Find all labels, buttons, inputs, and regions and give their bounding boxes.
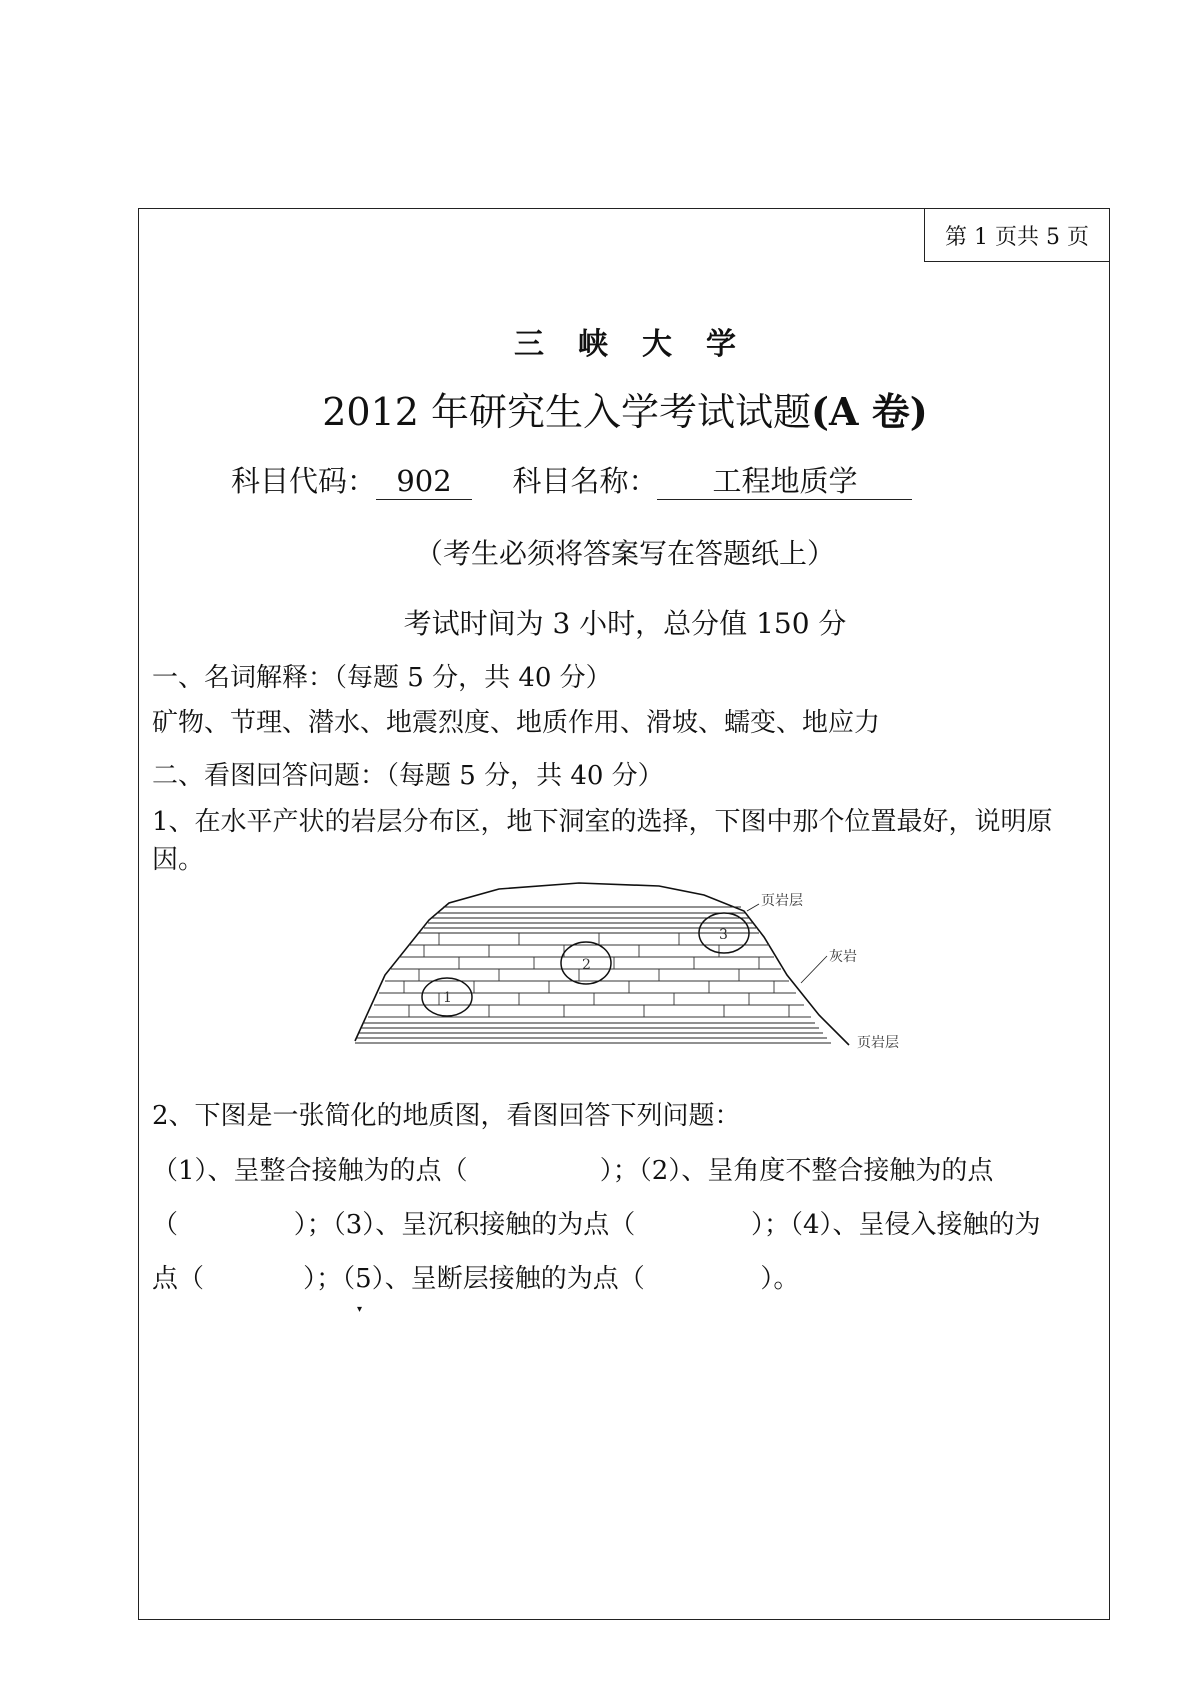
section-1-terms: 矿物、节理、潜水、地震烈度、地质作用、滑坡、蠕变、地应力 (152, 708, 881, 738)
question-2-intro: 2、下图是一张简化的地质图，看图回答下列问题： (152, 1101, 741, 1131)
label-limestone: 灰岩 (829, 949, 857, 965)
position-3-label: 3 (719, 927, 728, 943)
exam-title-variant: (A 卷) (811, 389, 928, 434)
question-2-line-1: （1）、呈整合接触为的点（ ）；（2）、呈角度不整合接触为的点 (152, 1156, 994, 1186)
answer-notice: （考生必须将答案写在答题纸上） (414, 537, 835, 570)
position-2-label: 2 (582, 957, 591, 973)
bottom-shale-layer (355, 1023, 831, 1043)
question-1-line-2: 因。 (152, 845, 205, 875)
position-1-label: 1 (443, 990, 452, 1006)
exam-title (139, 381, 1111, 436)
label-top-shale: 页岩层 (761, 893, 803, 909)
strata-diagram (349, 875, 909, 1053)
subject-code-value: 902 (376, 463, 472, 500)
exam-page-frame (138, 208, 1110, 1620)
page-number: 第 1 页共 5 页 (945, 224, 1089, 250)
subject-code-label: 科目代码： (231, 464, 377, 498)
exam-title-main: 2012 年研究生入学考试试题 (322, 390, 812, 434)
subject-line (231, 459, 912, 500)
school-name: 三峡大学 (514, 327, 770, 362)
question-2-line-3: 点（ ）；（5）、呈断层接触的为点（ ）。 (152, 1264, 800, 1294)
question-2-line-2: （ ）；（3）、呈沉积接触的为点（ ）；（4）、呈侵入接触的为 (152, 1210, 1041, 1240)
top-shale-layer (419, 907, 759, 933)
section-2-title: 二、看图回答问题：（每题 5 分，共 40 分） (152, 761, 664, 791)
question-1-line-1: 1、在水平产状的岩层分布区，地下洞室的选择，下图中那个位置最好，说明原 (152, 807, 1053, 837)
page-number-box (924, 208, 1110, 262)
label-bottom-shale: 页岩层 (857, 1035, 899, 1051)
limestone-layer (368, 933, 811, 1017)
subject-name-value: 工程地质学 (657, 463, 912, 500)
exam-time: 考试时间为 3 小时，总分值 150 分 (403, 607, 847, 640)
subject-name-label: 科目名称： (512, 464, 658, 498)
stray-mark: ▾ (357, 1304, 363, 1315)
section-1-title: 一、名词解释：（每题 5 分，共 40 分） (152, 663, 612, 693)
